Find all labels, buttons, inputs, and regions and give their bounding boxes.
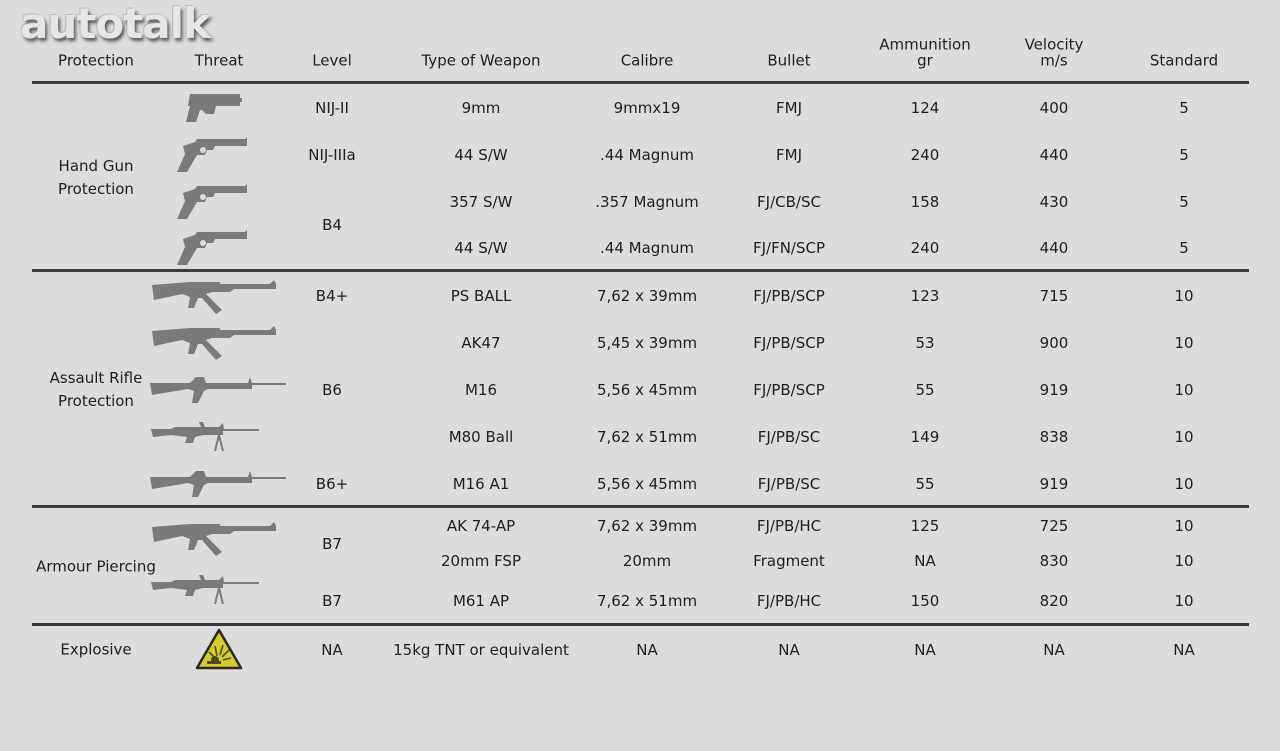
header-velocity-unit: m/s (1040, 51, 1068, 70)
calibre-cell: .357 Magnum (595, 193, 699, 211)
calibre-cell: .44 Magnum (600, 146, 694, 164)
type-cell: AK 74-AP (446, 517, 516, 535)
standard-cell: 10 (1174, 381, 1194, 399)
header-threat: Threat (194, 51, 244, 70)
velocity-cell: 430 (1039, 193, 1069, 211)
velocity-cell: 440 (1039, 239, 1069, 257)
header-type-of-weapon: Type of Weapon (421, 51, 541, 70)
header-level: Level (312, 51, 352, 70)
standard-cell: 10 (1174, 287, 1194, 305)
machine-gun-icon (149, 421, 261, 453)
protection-assault-rifle: Assault Rifle Protection (49, 369, 143, 410)
header-velocity: Velocity (1024, 35, 1084, 54)
header-ammunition-unit: gr (917, 51, 933, 70)
ammunition-cell: 150 (910, 592, 940, 610)
calibre-cell: 7,62 x 39mm (596, 517, 698, 535)
group-divider (32, 505, 1249, 508)
level-cell-merged: B4 (322, 216, 342, 234)
type-cell: M16 A1 (452, 475, 510, 493)
velocity-cell: 820 (1039, 592, 1069, 610)
type-cell: 44 S/W (454, 239, 508, 257)
calibre-cell: 7,62 x 51mm (596, 592, 698, 610)
standard-cell: 10 (1174, 552, 1194, 570)
ammunition-cell: NA (914, 641, 936, 659)
header-protection: Protection (58, 51, 134, 70)
standard-cell: 5 (1179, 239, 1189, 257)
bullet-cell: Fragment (753, 552, 825, 570)
header-calibre: Calibre (620, 51, 674, 70)
bullet-cell: FJ/PB/SCP (753, 287, 825, 305)
velocity-cell: 830 (1039, 552, 1069, 570)
ak-rifle-icon (150, 326, 278, 362)
type-cell: M16 (464, 381, 498, 399)
ak-rifle-icon (150, 522, 278, 558)
bullet-cell: FJ/PB/HC (756, 592, 822, 610)
ammunition-cell: 123 (910, 287, 940, 305)
protection-armour-piercing: Armour Piercing (36, 557, 156, 576)
velocity-cell: 400 (1039, 99, 1069, 117)
calibre-cell: 20mm (622, 552, 672, 570)
revolver-icon (175, 183, 249, 221)
calibre-cell: 9mmx19 (613, 99, 681, 117)
bullet-cell: FMJ (776, 99, 802, 117)
velocity-cell: 900 (1039, 334, 1069, 352)
ammunition-cell: 240 (910, 239, 940, 257)
standard-cell: 10 (1174, 334, 1194, 352)
ammunition-cell: 149 (910, 428, 940, 446)
standard-cell: 10 (1174, 475, 1194, 493)
pistol-icon (184, 92, 244, 124)
calibre-cell: 7,62 x 51mm (596, 428, 698, 446)
autotalk-logo: autotalk (20, 0, 210, 48)
header-divider (32, 81, 1249, 84)
standard-cell: 5 (1179, 146, 1189, 164)
revolver-icon (175, 136, 249, 174)
calibre-cell: 5,56 x 45mm (596, 381, 698, 399)
calibre-cell: .44 Magnum (600, 239, 694, 257)
ammunition-cell: 55 (915, 381, 935, 399)
protection-explosive: Explosive (60, 640, 132, 659)
velocity-cell: 919 (1039, 475, 1069, 493)
ammunition-cell: 55 (915, 475, 935, 493)
header-ammunition: Ammunition (879, 35, 971, 54)
bullet-cell: FJ/FN/SCP (752, 239, 826, 257)
type-cell: 44 S/W (454, 146, 508, 164)
bullet-cell: FJ/PB/SCP (753, 381, 825, 399)
group-divider (32, 269, 1249, 272)
velocity-cell: 725 (1039, 517, 1069, 535)
bullet-cell: FJ/CB/SC (757, 193, 821, 211)
type-cell: M80 Ball (448, 428, 514, 446)
type-cell: M61 AP (452, 592, 510, 610)
explosive-warning-icon (195, 628, 243, 670)
standard-cell: 10 (1174, 428, 1194, 446)
bullet-cell: FMJ (776, 146, 802, 164)
machine-gun-icon (149, 574, 261, 606)
ammunition-cell: NA (914, 552, 936, 570)
calibre-cell: 7,62 x 39mm (596, 287, 698, 305)
level-cell: B4+ (315, 287, 349, 305)
ammunition-cell: 158 (910, 193, 940, 211)
revolver-icon (175, 229, 249, 267)
velocity-cell: 838 (1039, 428, 1069, 446)
standard-cell: 10 (1174, 592, 1194, 610)
level-cell: B7 (322, 592, 342, 610)
m16-rifle-icon (148, 469, 288, 499)
standard-cell: 5 (1179, 99, 1189, 117)
level-cell: B6+ (315, 475, 349, 493)
velocity-cell: 715 (1039, 287, 1069, 305)
ammunition-cell: 124 (910, 99, 940, 117)
bullet-cell: FJ/PB/SC (757, 475, 821, 493)
calibre-cell: NA (636, 641, 658, 659)
protection-hand-gun: Hand Gun Protection (58, 157, 134, 198)
ammunition-cell: 125 (910, 517, 940, 535)
standard-cell: NA (1173, 641, 1195, 659)
type-cell: 357 S/W (449, 193, 513, 211)
type-cell: 15kg TNT or equivalent (393, 641, 569, 659)
header-standard: Standard (1149, 51, 1219, 70)
bullet-cell: FJ/PB/HC (756, 517, 822, 535)
type-cell: PS BALL (450, 287, 512, 305)
ammunition-cell: 53 (915, 334, 935, 352)
velocity-cell: 440 (1039, 146, 1069, 164)
ak-rifle-icon (150, 280, 278, 316)
type-cell: 20mm FSP (440, 552, 522, 570)
level-cell: B6 (322, 381, 342, 399)
velocity-cell: NA (1043, 641, 1065, 659)
bullet-cell: FJ/PB/SC (757, 428, 821, 446)
level-cell: NIJ-IIIa (308, 146, 356, 164)
ammunition-cell: 240 (910, 146, 940, 164)
group-divider (32, 623, 1249, 626)
calibre-cell: 5,56 x 45mm (596, 475, 698, 493)
bullet-cell: NA (778, 641, 800, 659)
level-cell: NIJ-II (315, 99, 349, 117)
header-bullet: Bullet (767, 51, 811, 70)
level-cell-merged: B7 (322, 535, 342, 553)
m16-rifle-icon (148, 375, 288, 405)
level-cell: NA (321, 641, 343, 659)
bullet-cell: FJ/PB/SCP (753, 334, 825, 352)
standard-cell: 5 (1179, 193, 1189, 211)
standard-cell: 10 (1174, 517, 1194, 535)
type-cell: 9mm (461, 99, 501, 117)
calibre-cell: 5,45 x 39mm (596, 334, 698, 352)
velocity-cell: 919 (1039, 381, 1069, 399)
type-cell: AK47 (461, 334, 501, 352)
